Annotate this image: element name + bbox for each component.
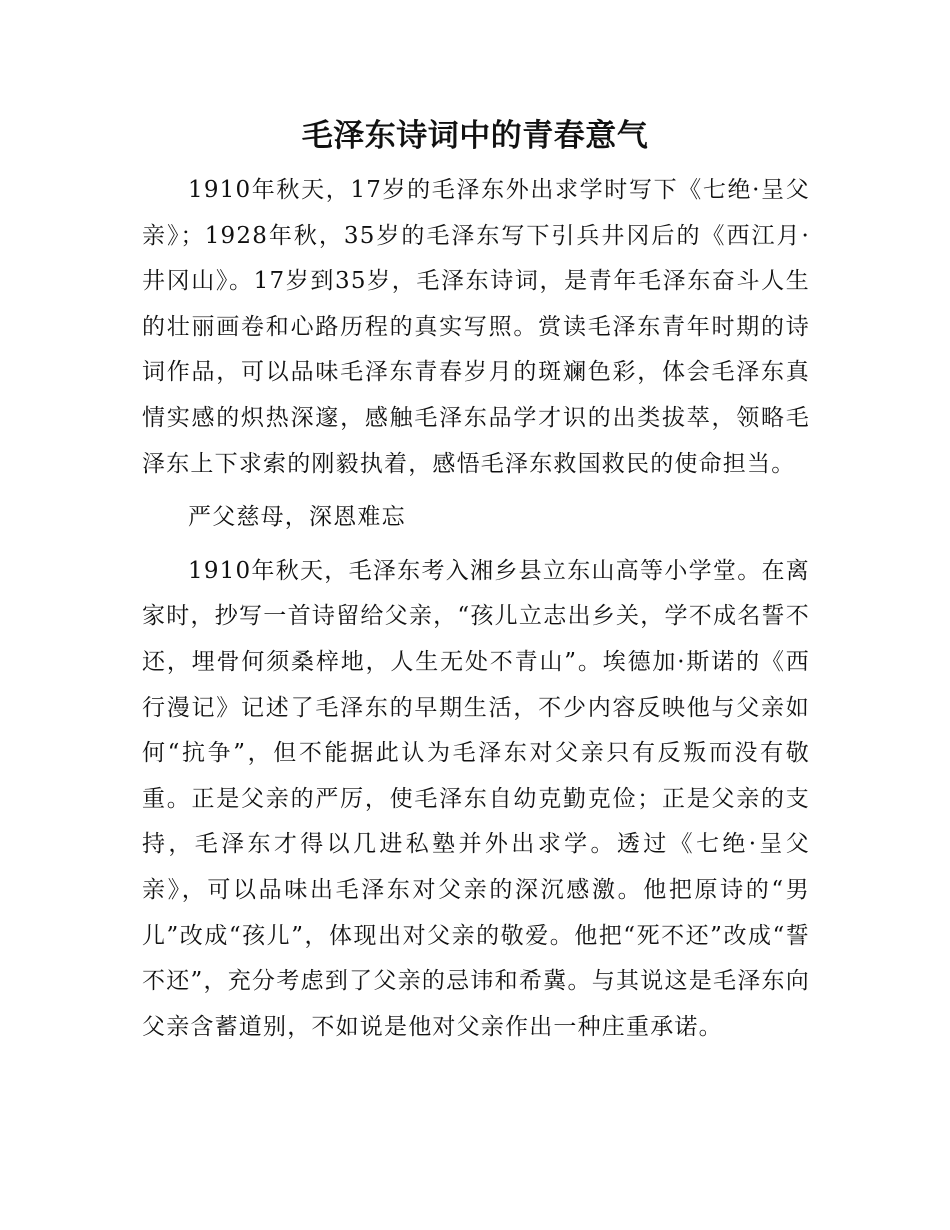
body-paragraph: 1910年秋天，毛泽东考入湘乡县立东山高等小学堂。在离家时，抄写一首诗留给父亲，“孩儿立志出乡关，学不成名誓不还，埋骨何须桑梓地，人生无处不青山”。埃德加·斯诺的《西行漫记》记述了毛泽东的早期生活，不少内容反映他与父亲如何“抗争”，但不能据此认为毛泽东对父亲只有反叛而没有敬重。正是父亲的严厉，使毛泽东自幼克勤克俭；正是父亲的支持，毛泽东才得以几进私塾并外出求学。透过《七绝·呈父亲》，可以品味出毛泽东对父亲的深沉感激。他把原诗的“男儿”改成“孩儿”，体现出对父亲的敬爱。他把“死不还”改成“誓不还”，充分考虑到了父亲的忌讳和希冀。与其说这是毛泽东向父亲含蓄道别，不如说是他对父亲作出一种庄重承诺。: [142, 557, 810, 1040]
document-body: [142, 168, 810, 1050]
document-title: 毛泽东诗词中的青春意气: [301, 118, 649, 154]
section-heading: 严父慈母，深恩难忘: [188, 504, 406, 531]
intro-paragraph: 1910年秋天，17岁的毛泽东外出求学时写下《七绝·呈父亲》；1928年秋，35岁的毛泽东写下引兵井冈后的《西江月·井冈山》。17岁到35岁，毛泽东诗词，是青年毛泽东奋斗人生的壮丽画卷和心路历程的真实写照。赏读毛泽东青年时期的诗词作品，可以品味毛泽东青春岁月的斑斓色彩，体会毛泽东真情实感的炽热深邃，感触毛泽东品学才识的出类拔萃，领略毛泽东上下求索的刚毅执着，感悟毛泽东救国救民的使命担当。: [142, 177, 810, 477]
